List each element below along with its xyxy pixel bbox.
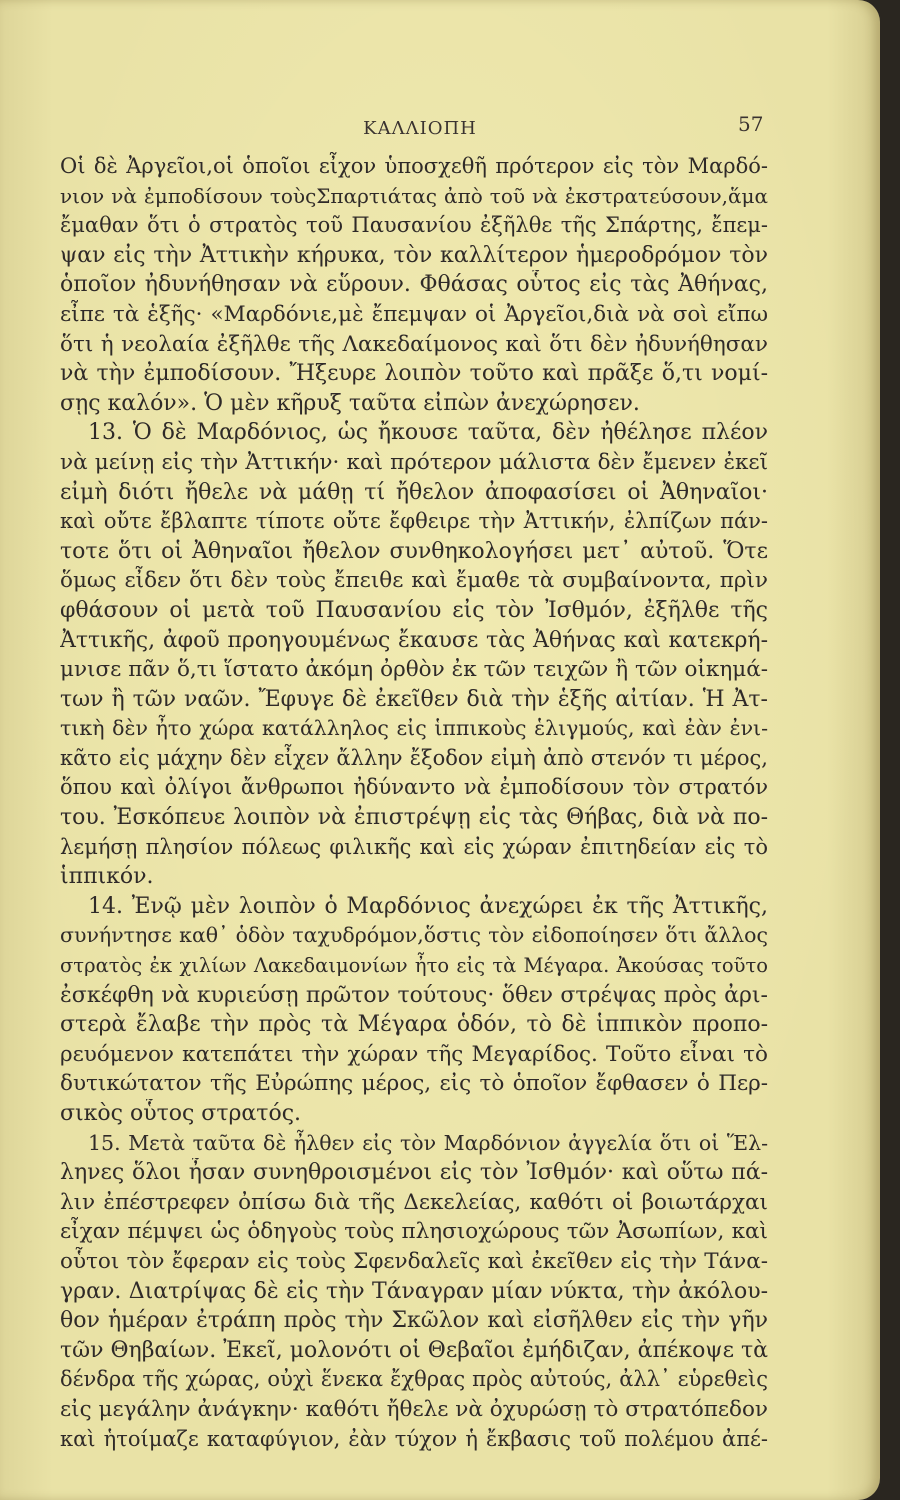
text-line: Ἀττικῆς, ἀφοῦ προηγουμένως ἔκαυσε τὰς Ἀθήνας καὶ κατεκρή- bbox=[60, 627, 768, 653]
text-line: 15. Μετὰ ταῦτα δὲ ἦλθεν εἰς τὸν Μαρδόνιον ἀγγελία ὅτι οἱ Ἕλ- bbox=[88, 1130, 768, 1155]
text-line: νὰ μείνῃ εἰς τὴν Ἀττικήν· καὶ πρότερον μάλιστα δὲν ἔμενεν ἐκεῖ bbox=[60, 449, 768, 475]
text-line: ἐσκέφθη νὰ κυριεύσῃ πρῶτον τούτους· ὅθεν στρέψας πρὸς ἀρι- bbox=[60, 982, 768, 1008]
text-line: θον ἡμέραν ἐτράπη πρὸς τὴν Σκῶλον καὶ εἰσῆλθεν εἰς τὴν γῆν bbox=[60, 1308, 768, 1334]
text-line: σικὸς οὗτος στρατός. bbox=[60, 1101, 302, 1126]
text-line: ληνες ὅλοι ἦσαν συνηθροισμένοι εἰς τὸν Ἰσθμόν· καὶ οὕτω πά- bbox=[60, 1160, 768, 1186]
text-line: εἰμὴ διότι ἤθελε νὰ μάθῃ τί ἤθελον ἀποφασίσει οἱ Ἀθηναῖοι· bbox=[60, 479, 768, 505]
text-line: ἔμαθαν ὅτι ὁ στρατὸς τοῦ Παυσανίου ἐξῆλθε τῆς Σπάρτης, ἔπεμ- bbox=[60, 213, 768, 238]
text-line: 13. Ὁ δὲ Μαρδόνιος, ὡς ἤκουσε ταῦτα, δὲν ἠθέλησε πλέον bbox=[88, 420, 768, 446]
text-line: 14. Ἐνῷ μὲν λοιπὸν ὁ Μαρδόνιος ἀνεχώρει ἐκ τῆς Ἀττικῆς, bbox=[88, 893, 768, 919]
text-line: του. Ἐσκόπευε λοιπὸν νὰ ἐπιστρέψῃ εἰς τὰς Θήβας, διὰ νὰ πο- bbox=[60, 805, 768, 831]
text-line: δυτικώτατον τῆς Εὐρώπης μέρος, εἰς τὸ ὁποῖον ἔφθασεν ὁ Περ- bbox=[60, 1071, 768, 1097]
text-line: μνισε πᾶν ὅ,τι ἵστατο ἀκόμη ὀρθὸν ἐκ τῶν τειχῶν ἢ τῶν οἰκημά- bbox=[60, 657, 768, 683]
text-line: ὅτι ἡ νεολαία ἐξῆλθε τῆς Λακεδαίμονος καὶ ὅτι δὲν ἠδυνήθησαν bbox=[60, 331, 768, 357]
text-line: ψαν εἰς τὴν Ἀττικὴν κήρυκα, τὸν καλλίτερον ἡμεροδρόμον τὸν bbox=[60, 242, 768, 268]
text-line: καὶ ἡτοίμαζε καταφύγιον, ἐὰν τύχον ἡ ἔκβασις τοῦ πολέμου ἀπέ- bbox=[60, 1426, 768, 1451]
text-line: των ἢ τῶν ναῶν. Ἔφυγε δὲ ἐκεῖθεν διὰ τὴν ἑξῆς αἰτίαν. Ἡ Ἀτ- bbox=[60, 686, 768, 712]
text-line: φθάσουν οἱ μετὰ τοῦ Παυσανίου εἰς τὸν Ἰσθμόν, ἐξῆλθε τῆς bbox=[60, 597, 768, 623]
text-line: στρατὸς ἐκ χιλίων Λακεδαιμονίων ἦτο εἰς τὰ Μέγαρα. Ἀκούσας τοῦτο bbox=[60, 954, 768, 978]
text-line: Οἱ δὲ Ἀργεῖοι,οἱ ὁποῖοι εἶχον ὑποσχεθῆ πρότερον εἰς τὸν Μαρδό- bbox=[60, 154, 768, 178]
text-line: σῃς καλόν». Ὁ μὲν κῆρυξ ταῦτα εἰπὼν ἀνεχώρησεν. bbox=[60, 390, 640, 416]
text-line: γραν. Διατρίψας δὲ εἰς τὴν Τάναγραν μίαν νύκτα, τὴν ἀκόλου- bbox=[60, 1278, 768, 1304]
text-line: στερὰ ἔλαβε τὴν πρὸς τὰ Μέγαρα ὁδόν, τὸ δὲ ἱππικὸν προπο- bbox=[60, 1012, 768, 1038]
text-line: λεμήσῃ πλησίον πόλεως φιλικῆς καὶ εἰς χώραν ἐπιτηδείαν εἰς τὸ bbox=[60, 834, 768, 859]
text-line: νὰ τὴν ἐμποδίσουν. Ἤξευρε λοιπὸν τοῦτο καὶ πρᾶξε ὅ,τι νομί- bbox=[60, 361, 768, 387]
text-line: ὁποῖον ἠδυνήθησαν νὰ εὕρουν. Φθάσας οὗτος εἰς τὰς Ἀθήνας, bbox=[60, 272, 768, 298]
body-text bbox=[60, 152, 768, 1454]
text-line: ὅπου καὶ ὀλίγοι ἄνθρωποι ἠδύναντο νὰ ἐμποδίσουν τὸν στρατόν bbox=[60, 775, 768, 800]
text-line: τῶν Θηβαίων. Ἐκεῖ, μολονότι οἱ Θεβαῖοι ἐμήδιζαν, ἀπέκοψε τὰ bbox=[60, 1337, 768, 1363]
text-line: ἱππικόν. bbox=[60, 864, 154, 890]
running-title: ΚΑΛΛΙΟΠΗ bbox=[363, 118, 477, 139]
text-line: εἶπε τὰ ἑξῆς· «Μαρδόνιε,μὲ ἔπεμψαν οἱ Ἀργεῖοι,διὰ νὰ σοὶ εἴπω bbox=[60, 301, 768, 327]
page-number: 57 bbox=[738, 112, 764, 136]
text-line: λιν ἐπέστρεφεν ὀπίσω διὰ τῆς Δεκελείας, καθότι οἱ βοιωτάρχαι bbox=[60, 1189, 768, 1215]
text-line: συνήντησε καθ᾽ ὁδὸν ταχυδρόμον,ὅστις τὸν εἰδοποίησεν ὅτι ἄλλος bbox=[60, 923, 768, 948]
text-line: κᾶτο εἰς μάχην δὲν εἶχεν ἄλλην ἔξοδον εἰμὴ ἀπὸ στενόν τι μέρος, bbox=[60, 745, 768, 770]
text-line: οὗτοι τὸν ἔφεραν εἰς τοὺς Σφενδαλεῖς καὶ ἐκεῖθεν εἰς τὴν Τάνα- bbox=[60, 1248, 768, 1274]
text-line: δένδρα τῆς χώρας, οὐχὶ ἕνεκα ἔχθρας πρὸς αὐτούς, ἀλλ᾽ εὑρεθεὶς bbox=[60, 1367, 768, 1392]
text-line: ὅμως εἶδεν ὅτι δὲν τοὺς ἔπειθε καὶ ἔμαθε τὰ συμβαίνοντα, πρὶν bbox=[60, 568, 768, 594]
text-line: καὶ οὔτε ἔβλαπτε τίποτε οὔτε ἔφθειρε τὴν Ἀττικήν, ἐλπίζων πάν- bbox=[60, 509, 768, 534]
text-line: τοτε ὅτι οἱ Ἀθηναῖοι ἤθελον συνθηκολογήσει μετ᾽ αὐτοῦ. Ὅτε bbox=[60, 538, 768, 564]
text-line: τικὴ δὲν ἦτο χώρα κατάλληλος εἰς ἱππικοὺς ἑλιγμούς, καὶ ἐὰν ἐνι- bbox=[60, 716, 768, 741]
page-header bbox=[0, 110, 880, 150]
text-line: εἰς μεγάλην ἀνάγκην· καθότι ἤθελε νὰ ὀχυρώσῃ τὸ στρατόπεδον bbox=[60, 1396, 768, 1422]
text-line: νιον νὰ ἐμποδίσουν τοὺςΣπαρτιάτας ἀπὸ τοῦ νὰ ἐκστρατεύσουν,ἅμα bbox=[60, 183, 768, 208]
text-line: ρευόμενον κατεπάτει τὴν χώραν τῆς Μεγαρίδος. Τοῦτο εἶναι τὸ bbox=[60, 1041, 768, 1067]
text-line: εἶχαν πέμψει ὡς ὁδηγοὺς τοὺς πλησιοχώρους τῶν Ἀσωπίων, καὶ bbox=[60, 1219, 768, 1245]
